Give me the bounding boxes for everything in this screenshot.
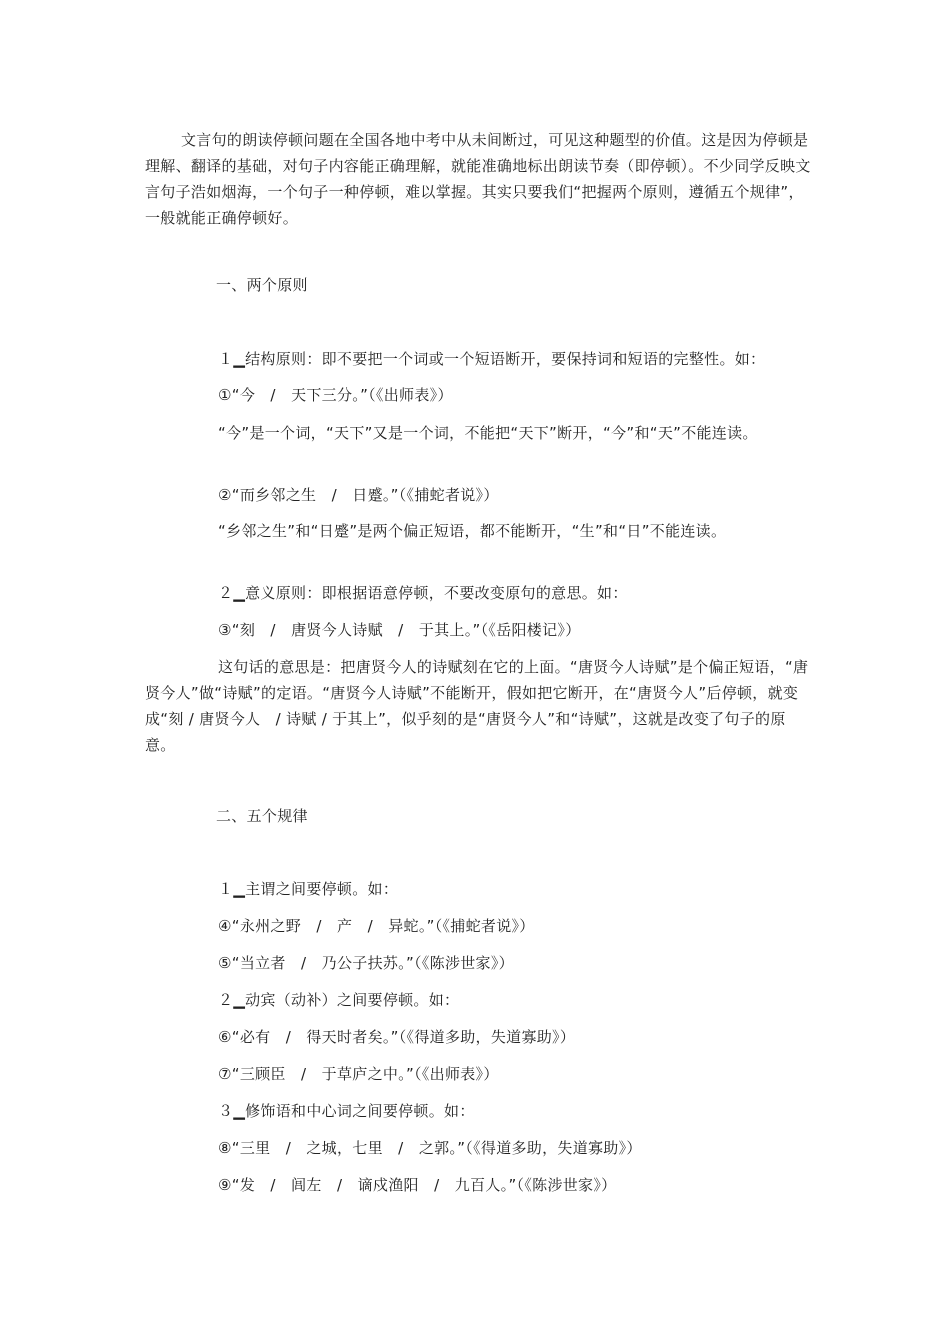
intro-paragraph: 文言句的朗读停顿问题在全国各地中考中从未间断过，可见这种题型的价值。这是因为停顿是理解、翻译的基础，对句子内容能正确理解，就能准确地标出朗读节奏（即停顿）。不少同学反映文言句子浩如烟海，一个句子一种停顿，难以掌握。其实只要我们“把握两个原则，遵循五个规律”，一般就能正确停顿好。 (145, 131, 811, 227)
example-3: ③“刻 / 唐贤今人诗赋 / 于其上。”（《岳阳楼记》） (218, 621, 581, 639)
example-2: ②“而乡邻之生 / 日蹙。”（《捕蛇者说》） (218, 486, 499, 504)
example-3-note: 这句话的意思是：把唐贤今人的诗赋刻在它的上面。“唐贤今人诗赋”是个偏正短语，“唐贤今人”做“诗赋”的定语。“唐贤今人诗赋”不能断开，假如把它断开，在“唐贤今人”后停顿，就变成“刻 / 唐贤今人 / 诗赋 / 于其上”，似乎刻的是“唐贤今人”和“诗赋”，这就是改变了句子的原意。 (145, 658, 809, 754)
example-2-note: “乡邻之生”和“日蹙”是两个偏正短语，都不能断开，“生”和“日”不能连读。 (218, 522, 727, 540)
example-5: ⑤“当立者 / 乃公子扶苏。”（《陈涉世家》） (218, 954, 514, 972)
rule-verb-object: ２▁动宾（动补）之间要停顿。如： (218, 991, 460, 1009)
example-8: ⑧“三里 / 之城，七里 / 之郭。”（《得道多助，失道寡助》） (218, 1139, 642, 1157)
example-1-note: “今”是一个词，“天下”又是一个词，不能把“天下”断开，“今”和“天”不能连读。 (218, 424, 758, 442)
rule-modifier-head: ３▁修饰语和中心词之间要停顿。如： (218, 1102, 475, 1120)
example-7: ⑦“三顾臣 / 于草庐之中。”（《出师表》） (218, 1065, 499, 1083)
rule-meaning: ２▁意义原则：即根据语意停顿，不要改变原句的意思。如： (218, 584, 628, 602)
example-1: ①“今 / 天下三分。”（《出师表》） (218, 386, 453, 404)
example-9: ⑨“发 / 闾左 / 谪戍渔阳 / 九百人。”（《陈涉世家》） (218, 1176, 617, 1194)
rule-structure: １▁结构原则：即不要把一个词或一个短语断开，要保持词和短语的完整性。如： (218, 350, 766, 368)
example-6: ⑥“必有 / 得天时者矣。”（《得道多助，失道寡助》） (218, 1028, 576, 1046)
section-heading-principles: 一、两个原则 (216, 276, 308, 294)
rule-subject-predicate: １▁主谓之间要停顿。如： (218, 880, 399, 898)
example-4: ④“永州之野 / 产 / 异蛇。”（《捕蛇者说》） (218, 917, 535, 935)
section-heading-rules: 二、五个规律 (216, 807, 308, 825)
